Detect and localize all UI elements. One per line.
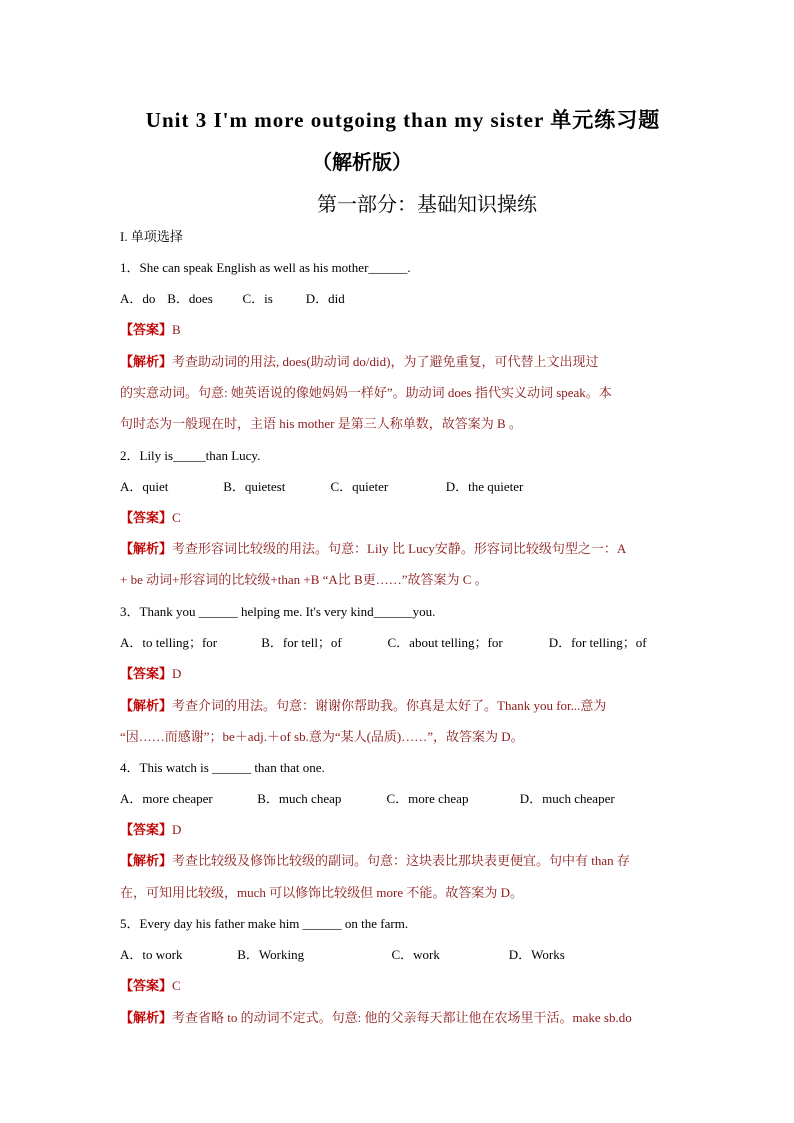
option-d: D．Works [508,947,565,962]
answer-label: 【答案】 [120,322,173,337]
option-c: C．work [391,947,440,962]
option-a: A．to telling；for [120,635,218,650]
answer-label: 【答案】 [120,510,173,525]
answer-value: B [172,322,181,337]
explanation-1-line-3: 句时态为一般现在时，主语 his mother 是第三人称单数，故答案为 B 。 [120,416,522,431]
explanation-3-line-1 [120,697,606,715]
question-1-options [120,290,345,308]
answer-3 [120,665,181,683]
explanation-4-line-1 [120,852,630,870]
explain-label: 【解析】 [120,1010,173,1025]
explanation-2-line-2: + be 动词+形容词的比较级+than +B “A比 B更……”故答案为 C 。 [120,572,488,587]
answer-value: C [172,510,181,525]
answer-label: 【答案】 [120,978,173,993]
explanation-1-line-2: 的实意动词。句意: 她英语说的像她妈妈一样好”。助动词 does 指代实义动词 speak。本 [120,385,612,400]
option-a: A．quiet [120,479,169,494]
option-c: C．more cheap [386,791,469,806]
explain-label: 【解析】 [120,354,173,369]
answer-value: D [172,822,182,837]
question-4: 4．This watch is ______ than that one. [120,760,325,775]
option-a: A．do [120,291,156,306]
question-2: 2．Lily is_____than Lucy. [120,448,261,463]
explanation-5-line-1 [120,1009,632,1027]
question-5-options [120,946,565,964]
document-title: Unit 3 I'm more outgoing than my sister 单元练习题 [145,108,661,132]
answer-value: D [172,666,182,681]
option-b: B．Working [237,947,305,962]
explanation-4-line-2: 在，可知用比较级，much 可以修饰比较级但 more 不能。故答案为 D。 [120,885,523,900]
question-3: 3．Thank you ______ helping me. It's very kind______you. [120,604,436,619]
explain-label: 【解析】 [120,853,173,868]
answer-label: 【答案】 [120,666,173,681]
option-b: B．much cheap [257,791,342,806]
document-subtitle: （解析版） [312,152,412,174]
question-2-options [120,478,523,496]
explain-text: 考查省略 to 的动词不定式。句意: 他的父亲每天都让他在农场里干活。make sb.do [172,1010,632,1025]
answer-4 [120,821,181,839]
option-d: D．did [305,291,345,306]
option-b: B．does [167,291,213,306]
answer-1 [120,321,181,339]
option-c: C．about telling；for [387,635,503,650]
question-4-options [120,790,615,808]
question-1: 1．She can speak English as well as his mother______. [120,260,411,275]
option-c: C．is [242,291,273,306]
explanation-2-line-1 [120,540,626,558]
answer-value: C [172,978,181,993]
option-d: D．the quieter [445,479,524,494]
question-3-options [120,634,647,652]
option-c: C．quieter [330,479,389,494]
option-d: D．for telling；of [548,635,647,650]
explanation-1-line-1 [120,353,598,371]
answer-5 [120,977,181,995]
explain-label: 【解析】 [120,698,173,713]
option-a: A．more cheaper [120,791,213,806]
explain-text: 考查形容词比较级的用法。句意：Lily 比 Lucy安静。形容词比较级句型之一：A [172,541,627,556]
explain-label: 【解析】 [120,541,173,556]
answer-label: 【答案】 [120,822,173,837]
option-b: B．for tell；of [261,635,342,650]
option-d: D．much cheaper [519,791,615,806]
option-a: A．to work [120,947,183,962]
explain-text: 考查助动词的用法, does(助动词 do/did)，为了避免重复，可代替上文出现过 [172,354,599,369]
part-heading: 第一部分：基础知识操练 [317,194,537,216]
section-heading: I. 单项选择 [120,229,183,244]
explanation-3-line-2: “因……而感谢”；be＋adj.＋of sb.意为“某人(品质)……”，故答案为 D。 [120,729,524,744]
explain-text: 考查介词的用法。句意：谢谢你帮助我。你真是太好了。Thank you for...意为 [172,698,607,713]
answer-2 [120,509,181,527]
question-5: 5．Every day his father make him ______ on the farm. [120,916,409,931]
option-b: B．quietest [223,479,286,494]
explain-text: 考查比较级及修饰比较级的副词。句意：这块表比那块表更便宜。句中有 than 存 [172,853,630,868]
